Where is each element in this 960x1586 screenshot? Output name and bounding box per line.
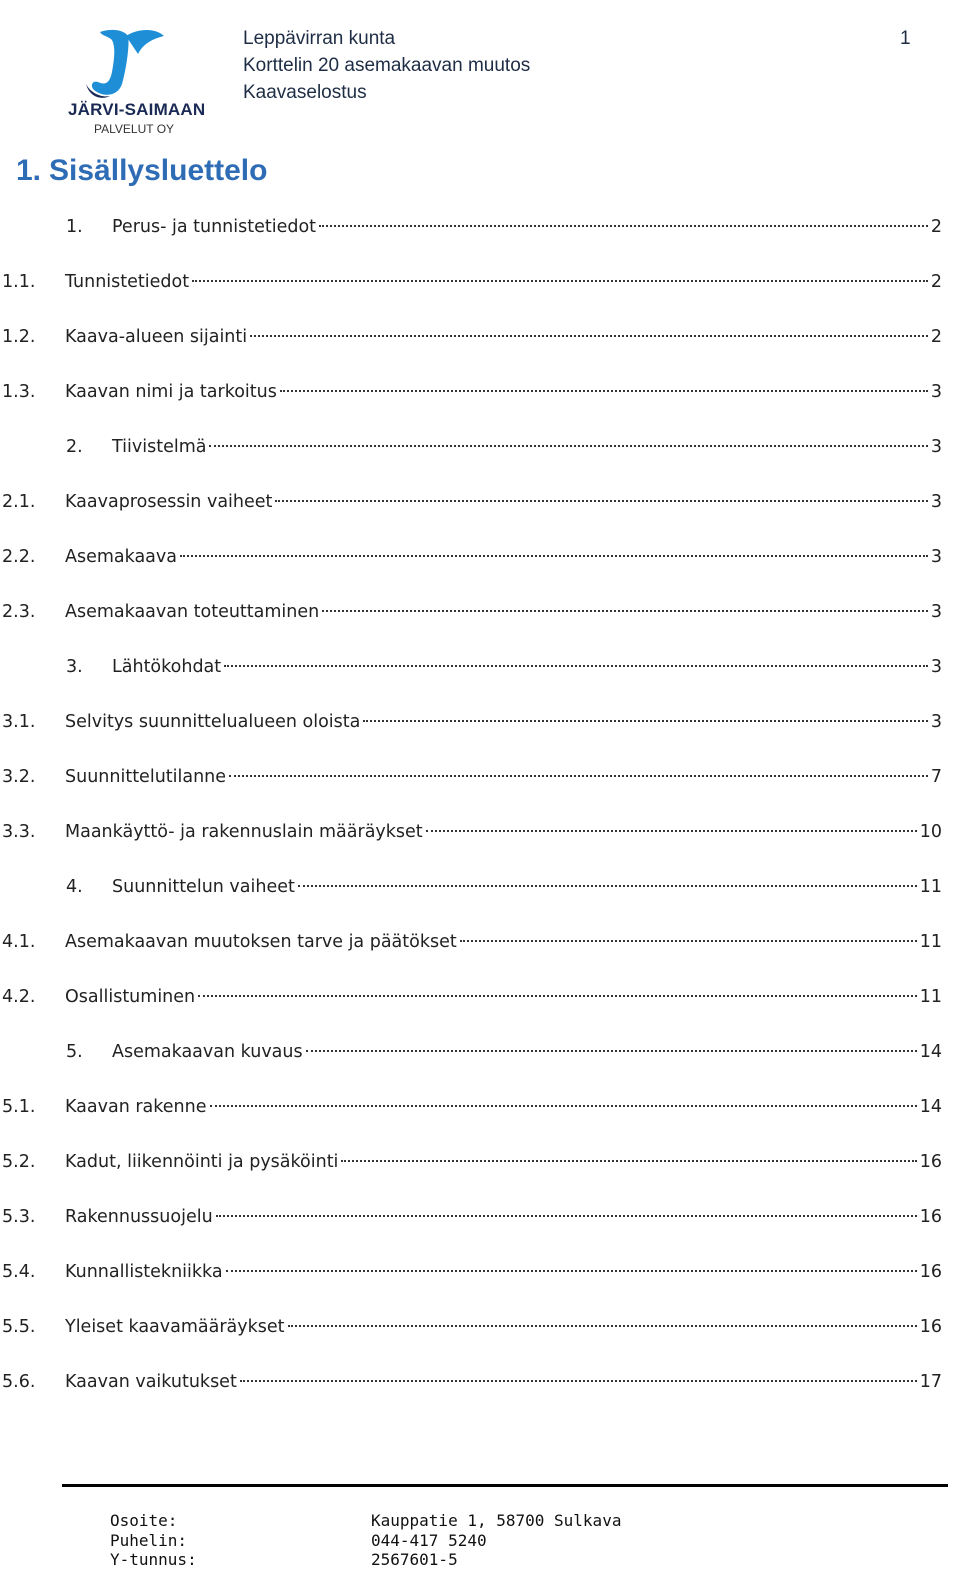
toc-entry-page: 14 bbox=[919, 1042, 942, 1062]
toc-entry-page: 11 bbox=[919, 877, 942, 897]
toc-entry-title: Perus- ja tunnistetiedot bbox=[112, 217, 317, 237]
toc-entry-title: Kadut, liikennöinti ja pysäköinti bbox=[65, 1152, 339, 1172]
toc-heading-number: 1. bbox=[16, 154, 42, 187]
toc-entry[interactable] bbox=[2, 1372, 942, 1400]
toc-entry-page: 16 bbox=[919, 1317, 942, 1337]
footer-business-id-value: 2567601-5 bbox=[371, 1550, 458, 1569]
toc-entry-page: 3 bbox=[930, 437, 942, 457]
toc-entry-page: 16 bbox=[919, 1207, 942, 1227]
toc-leader bbox=[240, 1380, 917, 1382]
toc-entry[interactable] bbox=[66, 657, 942, 685]
toc-entry-title: Rakennussuojelu bbox=[65, 1207, 213, 1227]
toc-entry-number: 5.6. bbox=[2, 1372, 36, 1392]
toc-leader bbox=[229, 775, 928, 777]
toc-entry[interactable] bbox=[2, 1152, 942, 1180]
toc-leader bbox=[341, 1160, 916, 1162]
toc-leader bbox=[426, 830, 917, 832]
toc-entry-title: Suunnittelun vaiheet bbox=[112, 877, 295, 897]
footer-phone-label: Puhelin: bbox=[110, 1531, 188, 1550]
toc-entry[interactable] bbox=[66, 1042, 942, 1070]
toc-entry-number: 1.3. bbox=[2, 382, 36, 402]
toc-entry[interactable] bbox=[2, 712, 942, 740]
toc-entry-number: 5.1. bbox=[2, 1097, 36, 1117]
header-municipality: Leppävirran kunta bbox=[243, 28, 396, 49]
toc-entry[interactable] bbox=[2, 1097, 942, 1125]
company-logo bbox=[64, 26, 206, 138]
toc-entry-page: 3 bbox=[930, 712, 942, 732]
toc-entry-title: Asemakaavan kuvaus bbox=[112, 1042, 303, 1062]
toc-leader bbox=[192, 280, 928, 282]
toc-leader bbox=[198, 995, 917, 997]
toc-entry-number: 4.2. bbox=[2, 987, 36, 1007]
toc-entry-page: 14 bbox=[919, 1097, 942, 1117]
toc-entry[interactable] bbox=[2, 547, 942, 575]
toc-entry[interactable] bbox=[2, 272, 942, 300]
toc-entry[interactable] bbox=[2, 382, 942, 410]
toc-entry-number: 5.5. bbox=[2, 1317, 36, 1337]
toc-entry[interactable] bbox=[2, 767, 942, 795]
toc-leader bbox=[224, 665, 928, 667]
toc-leader bbox=[210, 1105, 917, 1107]
toc-entry-page: 3 bbox=[930, 492, 942, 512]
toc-leader bbox=[209, 445, 927, 447]
toc-entry[interactable] bbox=[2, 327, 942, 355]
toc-entry-title: Tunnistetiedot bbox=[65, 272, 190, 292]
logo-mark-icon bbox=[64, 26, 196, 102]
toc-entry-title: Asemakaavan muutoksen tarve ja päätökset bbox=[65, 932, 457, 952]
toc-entry-title: Maankäyttö- ja rakennuslain määräykset bbox=[65, 822, 423, 842]
toc-entry-title: Yleiset kaavamääräykset bbox=[65, 1317, 285, 1337]
footer-divider bbox=[62, 1484, 948, 1487]
toc-entry-number: 2.2. bbox=[2, 547, 36, 567]
toc-entry-title: Asemakaavan toteuttaminen bbox=[65, 602, 320, 622]
toc-entry-number: 2.3. bbox=[2, 602, 36, 622]
toc-entry-number: 3.3. bbox=[2, 822, 36, 842]
toc-entry-number: 5.2. bbox=[2, 1152, 36, 1172]
toc-entry[interactable] bbox=[2, 1317, 942, 1345]
toc-entry-page: 2 bbox=[930, 217, 942, 237]
toc-leader bbox=[322, 610, 928, 612]
toc-leader bbox=[280, 390, 928, 392]
footer-business-id-label: Y-tunnus: bbox=[110, 1550, 197, 1569]
toc-entry-number: 3.2. bbox=[2, 767, 36, 787]
toc-leader bbox=[319, 225, 928, 227]
toc-entry-page: 11 bbox=[919, 987, 942, 1007]
toc-entry-page: 2 bbox=[930, 327, 942, 347]
toc-entry-title: Kaavaprosessin vaiheet bbox=[65, 492, 273, 512]
toc-entry-title: Suunnittelutilanne bbox=[65, 767, 227, 787]
toc-entry[interactable] bbox=[2, 1207, 942, 1235]
header-document-type: Kaavaselostus bbox=[243, 82, 367, 103]
toc-leader bbox=[180, 555, 928, 557]
footer-address-label: Osoite: bbox=[110, 1511, 178, 1530]
toc-entry-title: Kaavan nimi ja tarkoitus bbox=[65, 382, 277, 402]
toc-entry-page: 17 bbox=[919, 1372, 942, 1392]
toc-entry[interactable] bbox=[2, 932, 942, 960]
toc-entry[interactable] bbox=[2, 987, 942, 1015]
toc-entry-title: Selvitys suunnittelualueen oloista bbox=[65, 712, 361, 732]
toc-entry-number: 4. bbox=[66, 877, 83, 897]
toc-entry-page: 3 bbox=[930, 657, 942, 677]
toc-entry-title: Kaavan rakenne bbox=[65, 1097, 207, 1117]
toc-entry[interactable] bbox=[2, 1262, 942, 1290]
toc-entry-title: Kunnallistekniikka bbox=[65, 1262, 223, 1282]
toc-entry-number: 2.1. bbox=[2, 492, 36, 512]
toc-entry-page: 2 bbox=[930, 272, 942, 292]
toc-leader bbox=[250, 335, 928, 337]
toc-entry-title: Asemakaava bbox=[65, 547, 177, 567]
header-plan-title: Korttelin 20 asemakaavan muutos bbox=[243, 55, 531, 76]
toc-leader bbox=[460, 940, 917, 942]
toc-entry-page: 10 bbox=[919, 822, 942, 842]
toc-heading-text: Sisällysluettelo bbox=[49, 154, 268, 187]
footer-phone-value: 044-417 5240 bbox=[371, 1531, 487, 1550]
toc-leader bbox=[288, 1325, 917, 1327]
logo-subtitle: PALVELUT OY bbox=[94, 122, 175, 136]
toc-entry-title: Osallistuminen bbox=[65, 987, 196, 1007]
toc-leader bbox=[306, 1050, 917, 1052]
logo-name: JÄRVI-SAIMAAN bbox=[68, 100, 206, 119]
toc-entry-number: 5.4. bbox=[2, 1262, 36, 1282]
toc-entry-number: 1. bbox=[66, 217, 83, 237]
toc-entry-number: 3. bbox=[66, 657, 83, 677]
toc-leader bbox=[298, 885, 917, 887]
toc-entry-title: Lähtökohdat bbox=[112, 657, 222, 677]
toc-entry-number: 1.2. bbox=[2, 327, 36, 347]
toc-entry-number: 3.1. bbox=[2, 712, 36, 732]
toc-entry-number: 5. bbox=[66, 1042, 83, 1062]
toc-entry-page: 3 bbox=[930, 382, 942, 402]
toc-entry-page: 11 bbox=[919, 932, 942, 952]
toc-entry[interactable] bbox=[66, 877, 942, 905]
toc-entry-page: 3 bbox=[930, 547, 942, 567]
page-number: 1 bbox=[900, 28, 911, 49]
toc-leader bbox=[216, 1215, 917, 1217]
toc-entry-title: Tiivistelmä bbox=[112, 437, 207, 457]
toc-entry-number: 5.3. bbox=[2, 1207, 36, 1227]
toc-entry[interactable] bbox=[66, 437, 942, 465]
toc-entry[interactable] bbox=[2, 822, 942, 850]
toc-heading bbox=[16, 154, 267, 188]
toc-entry-page: 7 bbox=[930, 767, 942, 787]
toc-entry-page: 3 bbox=[930, 602, 942, 622]
toc-entry-page: 16 bbox=[919, 1262, 942, 1282]
toc-entry-number: 1.1. bbox=[2, 272, 36, 292]
toc-entry-title: Kaavan vaikutukset bbox=[65, 1372, 237, 1392]
footer-address-value: Kauppatie 1, 58700 Sulkava bbox=[371, 1511, 622, 1530]
toc-entry-number: 4.1. bbox=[2, 932, 36, 952]
toc-entry[interactable] bbox=[2, 492, 942, 520]
toc-entry[interactable] bbox=[66, 217, 942, 245]
toc-entry[interactable] bbox=[2, 602, 942, 630]
toc-leader bbox=[363, 720, 928, 722]
toc-leader bbox=[275, 500, 927, 502]
toc-entry-title: Kaava-alueen sijainti bbox=[65, 327, 248, 347]
toc-leader bbox=[226, 1270, 917, 1272]
toc-entry-page: 16 bbox=[919, 1152, 942, 1172]
toc-entry-number: 2. bbox=[66, 437, 83, 457]
